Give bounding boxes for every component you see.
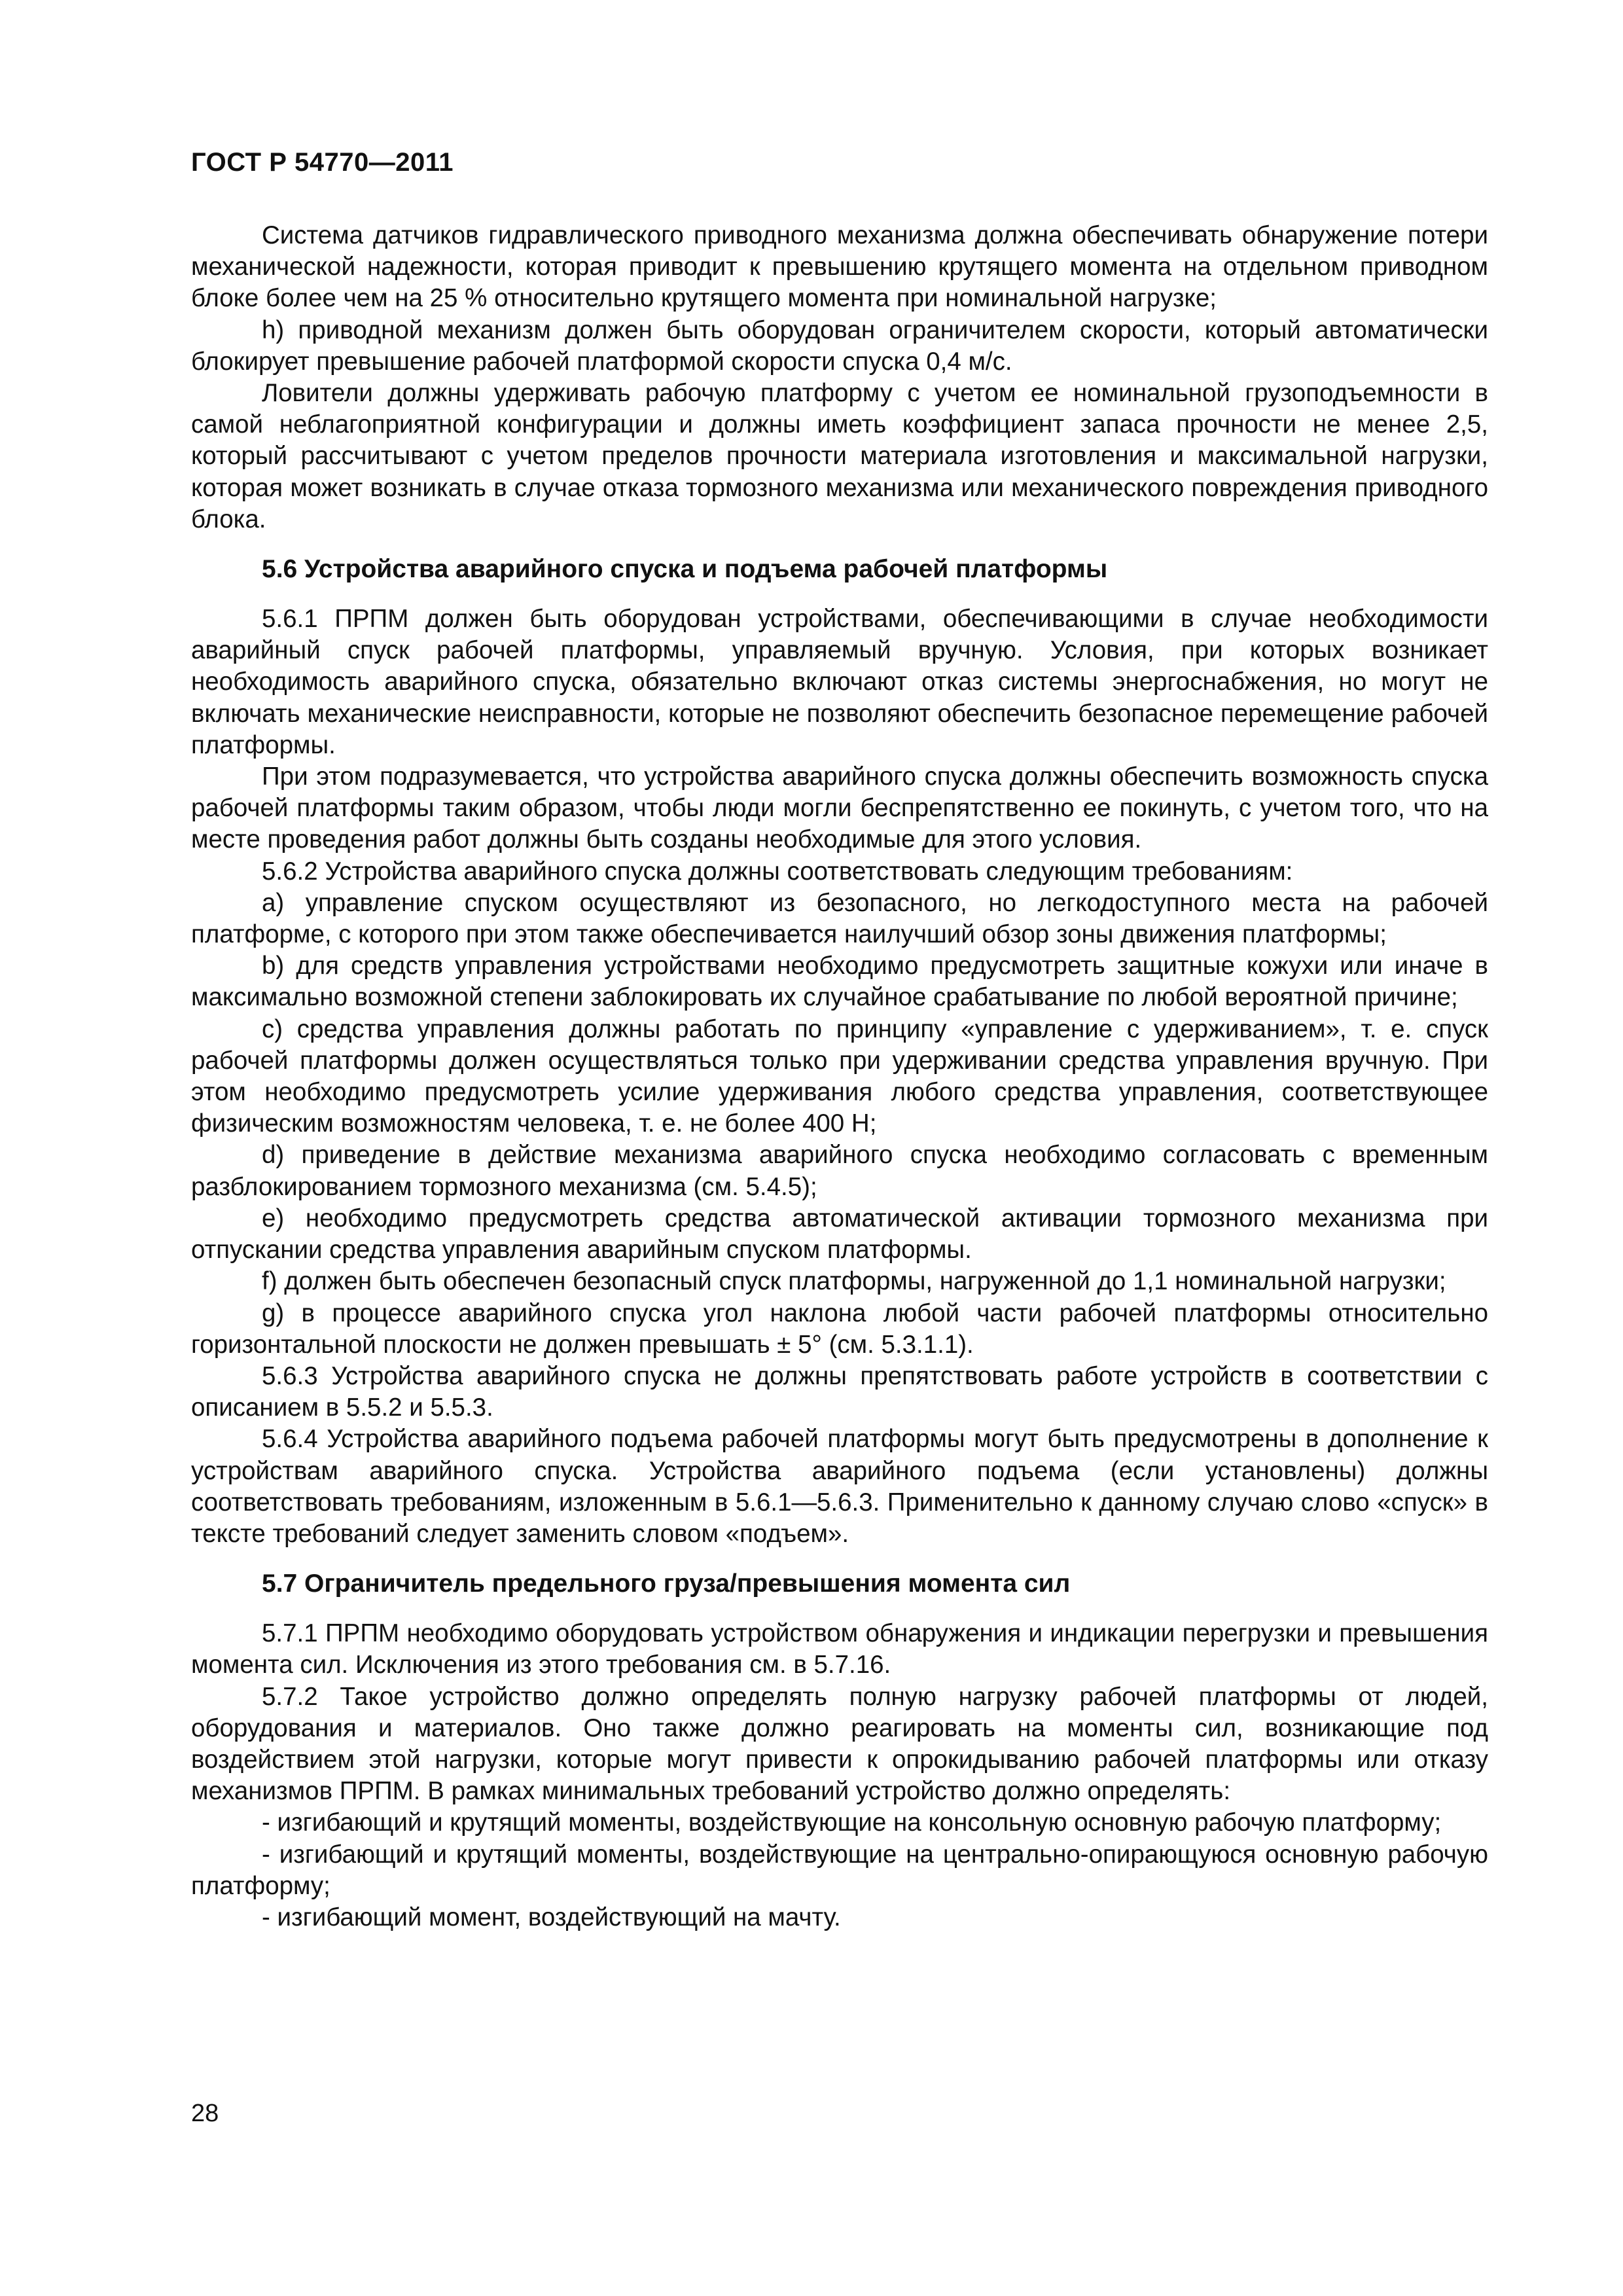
paragraph: При этом подразумевается, что устройства аварийного спуска должны обеспечить возможность спуска рабочей платформы таким образом, чтобы люди могли беспрепятственно ее покинуть, с учетом того, что на месте проведения работ должны быть созданы необходимые для этого условия. [191,762,1488,854]
list-item: - изгибающий момент, воздействующий на мачту. [262,1903,841,1931]
section-heading: 5.7 Ограничитель предельного груза/превышения момента сил [262,1570,1071,1598]
paragraph: 5.6.1 ПРПМ должен быть оборудован устройствами, обеспечивающими в случае необходимости аварийный спуск рабочей платформы, управляемый вручную. Условия, при которых возникает необходимость аварийного спуска, обязательно включают отказ системы энергоснабжения, но могут не включать механические неисправности, которые не позволяют обеспечить безопасное перемещение рабочей платформы. [191,605,1488,759]
paragraph: 5.7.1 ПРПМ необходимо оборудовать устройством обнаружения и индикации перегрузки и превышения момента сил. Исключения из этого требования см. в 5.7.16. [191,1619,1488,1679]
paragraph: 5.6.2 Устройства аварийного спуска должны соответствовать следующим требованиям: [262,857,1293,886]
list-item: c) средства управления должны работать по принципу «управление с удерживанием», т. е. спуск рабочей платформы должен осуществляться только при удерживании средства управления вручную. При этом необходимо предусмотреть усилие удерживания любого средства управления, соответствующее физическим возможностям человека, т. е. не более 400 Н; [191,1014,1488,1138]
section-heading: 5.6 Устройства аварийного спуска и подъема рабочей платформы [262,555,1108,584]
list-item: e) необходимо предусмотреть средства автоматической активации тормозного механизма при отпускании средства управления аварийным спуском платформы. [191,1204,1488,1265]
paragraph: 5.6.4 Устройства аварийного подъема рабочей платформы могут быть предусмотрены в дополнение к устройствам аварийного спуска. Устройства аварийного подъема (если установлены) должны соответствовать требованиям, изложенным в 5.6.1—5.6.3. Применительно к данному случаю слово «спуск» в тексте требований следует заменить словом «подъем». [191,1425,1488,1548]
paragraph: 5.7.2 Такое устройство должно определять полную нагрузку рабочей платформы от людей, оборудования и материалов. Оно также должно реагировать на моменты сил, возникающие под воздействием этой нагрузки, которые могут привести к опрокидыванию рабочей платформы или отказу механизмов ПРПМ. В рамках минимальных требований устройство должно определять: [191,1682,1488,1806]
list-item: - изгибающий и крутящий моменты, воздействующие на центрально-опирающуюся основную рабочую платформу; [191,1840,1488,1900]
list-item: f) должен быть обеспечен безопасный спуск платформы, нагруженной до 1,1 номинальной нагрузки; [262,1267,1446,1296]
document-header: ГОСТ Р 54770—2011 [191,148,454,177]
page-number: 28 [191,2100,219,2127]
paragraph: Система датчиков гидравлического приводного механизма должна обеспечивать обнаружение потери механической надежности, которая приводит к превышению крутящего момента на отдельном приводном блоке более чем на 25 % относительно крутящего момента при номинальной нагрузке; [191,221,1488,313]
list-item: g) в процессе аварийного спуска угол наклона любой части рабочей платформы относительно горизонтальной плоскости не должен превышать ± 5° (см. 5.3.1.1). [191,1299,1488,1359]
list-item: a) управление спуском осуществляют из безопасного, но легкодоступного места на рабочей платформе, с которого при этом также обеспечивается наилучший обзор зоны движения платформы; [191,888,1488,949]
paragraph: 5.6.3 Устройства аварийного спуска не должны препятствовать работе устройств в соответствии с описанием в 5.5.2 и 5.5.3. [191,1361,1488,1422]
list-item: - изгибающий и крутящий моменты, воздействующие на консольную основную рабочую платформу; [262,1808,1442,1837]
list-item: b) для средств управления устройствами необходимо предусмотреть защитные кожухи или иначе в максимально возможной степени заблокировать их случайное срабатывание по любой вероятной причине; [191,952,1488,1012]
document-body [191,220,1488,1933]
paragraph: h) приводной механизм должен быть оборудован ограничителем скорости, который автоматически блокирует превышение рабочей платформой скорости спуска 0,4 м/с. [191,315,1488,376]
list-item: d) приведение в действие механизма аварийного спуска необходимо согласовать с временным разблокированием тормозного механизма (см. 5.4.5); [191,1141,1488,1201]
paragraph: Ловители должны удерживать рабочую платформу с учетом ее номинальной грузоподъемности в самой неблагоприятной конфигурации и должны иметь коэффициент запаса прочности не менее 2,5, который рассчитывают с учетом пределов прочности материала изготовления и максимальной нагрузки, которая может возникать в случае отказа тормозного механизма или механического повреждения приводного блока. [191,379,1488,533]
